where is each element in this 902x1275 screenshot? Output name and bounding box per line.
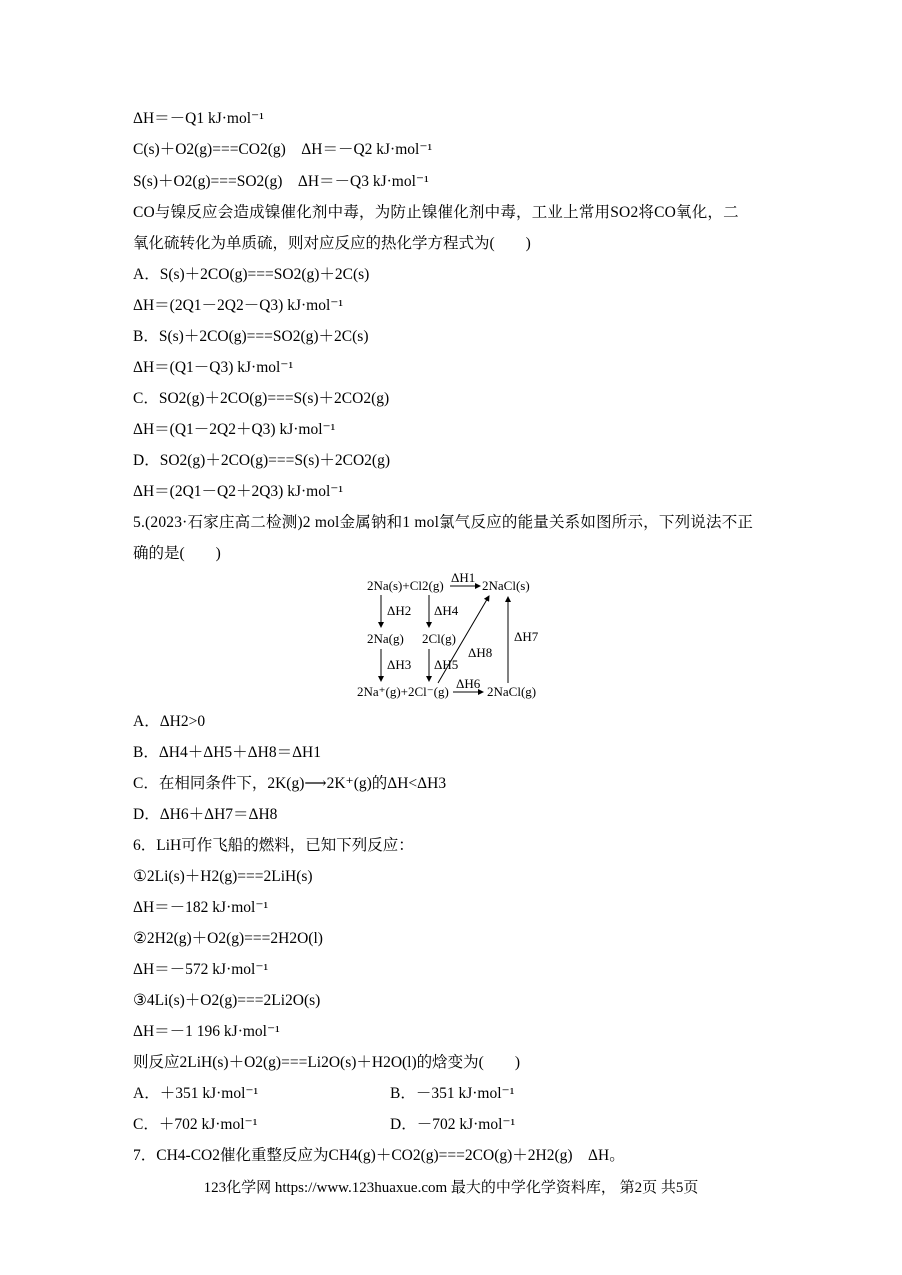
- label-dh1: ΔH1: [451, 571, 476, 585]
- diagram-bot-left: 2Na⁺(g)+2Cl⁻(g): [357, 684, 449, 699]
- label-dh2: ΔH2: [387, 603, 412, 618]
- question-5-stem: 5.(2023·石家庄高二检测)2 mol金属钠和1 mol氯气反应的能量关系如图所示，下列说法不正: [133, 514, 754, 531]
- label-dh5: ΔH5: [434, 657, 459, 672]
- q5-option-c: C．在相同条件下，2K(g)⟶2K⁺(g)的ΔH<ΔH3: [133, 775, 447, 792]
- option-d-eq: D．SO2(g)＋2CO(g)===S(s)＋2CO2(g): [133, 452, 390, 469]
- question-5-stem-cont: 确的是( ): [133, 545, 221, 562]
- text-line-3: S(s)＋O2(g)===SO2(g) ΔH＝－Q3 kJ·mol⁻¹: [133, 173, 429, 190]
- q6-option-c: C．＋702 kJ·mol⁻¹: [133, 1116, 258, 1133]
- reaction-3: ③4Li(s)＋O2(g)===2Li2O(s): [133, 992, 321, 1009]
- text-line-2: C(s)＋O2(g)===CO2(g) ΔH＝－Q2 kJ·mol⁻¹: [133, 141, 433, 158]
- page-footer: 123化学网 https://www.123huaxue.com 最大的中学化学资料库， 第2页 共5页: [203, 1180, 699, 1196]
- text-line-5: 氧化硫转化为单质硫，则对应反应的热化学方程式为( ): [133, 235, 531, 252]
- question-6-ask: 则反应2LiH(s)＋O2(g)===Li2O(s)＋H2O(l)的焓变为( ): [133, 1054, 520, 1071]
- question-6-stem: 6．LiH可作飞船的燃料，已知下列反应：: [133, 837, 414, 854]
- diagram-top-right: 2NaCl(s): [482, 578, 530, 593]
- q5-option-d: D．ΔH6＋ΔH7＝ΔH8: [133, 806, 278, 823]
- text-line-4: CO与镍反应会造成镍催化剂中毒，为防止镍催化剂中毒，工业上常用SO2将CO氧化，二: [133, 204, 739, 221]
- diagram-bot-right: 2NaCl(g): [487, 684, 537, 699]
- energy-diagram: [355, 571, 555, 703]
- option-a-dh: ΔH＝(2Q1－2Q2－Q3) kJ·mol⁻¹: [133, 297, 344, 314]
- diagram-mid-left: 2Na(g): [367, 631, 404, 646]
- reaction-1: ①2Li(s)＋H2(g)===2LiH(s): [133, 868, 313, 885]
- q5-option-b: B．ΔH4＋ΔH5＋ΔH8＝ΔH1: [133, 744, 321, 761]
- option-c-eq: C．SO2(g)＋2CO(g)===S(s)＋2CO2(g): [133, 390, 390, 407]
- q6-option-d: D．－702 kJ·mol⁻¹: [390, 1116, 516, 1133]
- q6-option-a: A．＋351 kJ·mol⁻¹: [133, 1085, 259, 1102]
- diagram-top-left: 2Na(s)+Cl2(g): [367, 578, 444, 593]
- option-d-dh: ΔH＝(2Q1－Q2＋2Q3) kJ·mol⁻¹: [133, 483, 344, 500]
- reaction-2-dh: ΔH＝－572 kJ·mol⁻¹: [133, 961, 269, 978]
- option-a-eq: A．S(s)＋2CO(g)===SO2(g)＋2C(s): [133, 266, 370, 283]
- question-7-stem: 7．CH4-CO2催化重整反应为CH4(g)＋CO2(g)===2CO(g)＋2H2(g) ΔH。: [133, 1147, 625, 1164]
- q6-option-b: B．－351 kJ·mol⁻¹: [390, 1085, 515, 1102]
- label-dh6: ΔH6: [456, 676, 481, 691]
- label-dh3: ΔH3: [387, 657, 412, 672]
- text-line-1: ΔH＝－Q1 kJ·mol⁻¹: [133, 110, 264, 127]
- option-b-dh: ΔH＝(Q1－Q3) kJ·mol⁻¹: [133, 359, 294, 376]
- reaction-2: ②2H2(g)＋O2(g)===2H2O(l): [133, 930, 323, 947]
- diagram-mid-mid: 2Cl(g): [422, 631, 456, 646]
- label-dh4: ΔH4: [434, 603, 459, 618]
- option-b-eq: B．S(s)＋2CO(g)===SO2(g)＋2C(s): [133, 328, 369, 345]
- q5-option-a: A．ΔH2>0: [133, 713, 206, 730]
- label-dh8: ΔH8: [468, 645, 493, 660]
- reaction-3-dh: ΔH＝－1 196 kJ·mol⁻¹: [133, 1023, 280, 1040]
- reaction-1-dh: ΔH＝－182 kJ·mol⁻¹: [133, 899, 269, 916]
- option-c-dh: ΔH＝(Q1－2Q2＋Q3) kJ·mol⁻¹: [133, 421, 336, 438]
- label-dh7: ΔH7: [514, 629, 539, 644]
